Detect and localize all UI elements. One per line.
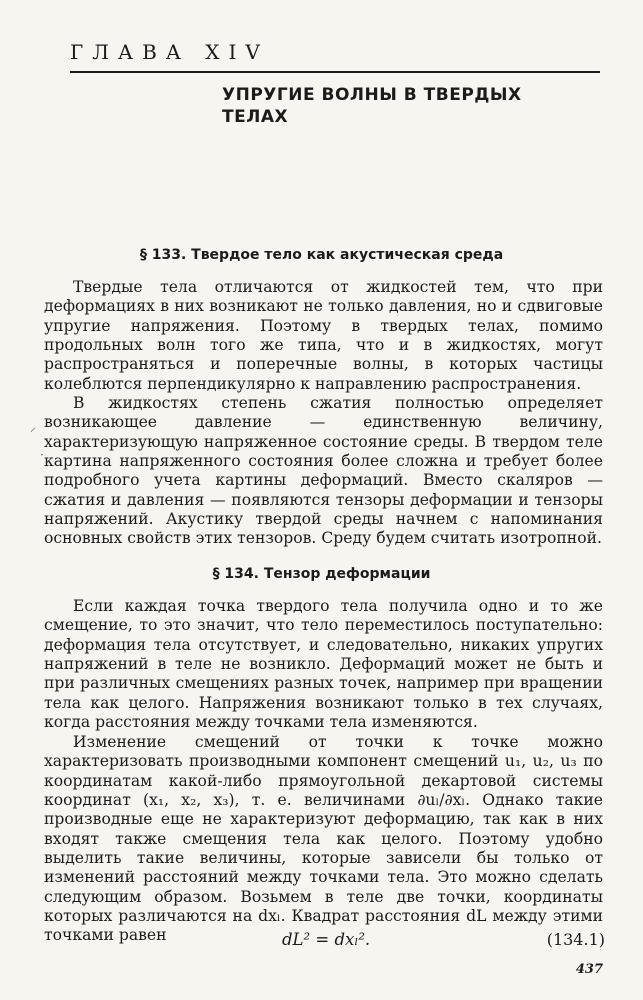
section-133-paragraph: В жидкостях степень сжатия полностью определяет возникающее давление — единственную величину, характеризующую напряженное состояние среды. В твердом теле картина напряженного состояния более сложна и требует более подробного учета картины деформаций. Вместо скаляров — сжатия и давления — появляются тензоры деформации и тензоры напряжений. Акустику твердой среды начнем с напоминания основных свойств этих тензоров. Среду будем считать изотропной.: [44, 394, 603, 548]
section-133-heading: § 133. Твердое тело как акустическая среда: [139, 247, 504, 263]
section-134-paragraph: Если каждая точка твердого тела получила одно и то же смещение, то это значит, что тело переместилось поступательно: деформация тела отсутствует, и следовательно, никаких упругих напряжений в теле не возникло. Деформаций может не быть и при различных смещениях разных точек, например при вращении тела как целого. Напряжения возникают только в тех случаях, когда расстояния между точками тела изменяются.: [44, 597, 603, 732]
chapter-label: ГЛАВА XIV: [70, 40, 269, 64]
equation-number: (134.1): [546, 930, 605, 949]
section-134-paragraph: Изменение смещений от точки к точке можно характеризовать производными компонент смещений u₁, u₂, u₃ по координатам какой-либо прямоугольной декартовой системы координат (x₁, x₂, x₃), т. е. величинами ∂uₗ/∂xₗ. Однако такие производные еще не характеризуют деформацию, так как в них входят также смещения тела как целого. Поэтому удобно выделить такие величины, которые зависели бы только от изменений расстояний между точками тела. Это можно сделать следующим образом. Возьмем в теле две точки, координаты которых различаются на dxₗ. Квадрат расстояния dL между этими точками равен: [44, 733, 603, 945]
margin-mark: ·: [40, 448, 44, 462]
equation-134-1: dL² = dxₗ².: [282, 930, 371, 949]
section-134-heading: § 134. Тензор деформации: [212, 566, 431, 582]
margin-mark: ⸝: [30, 420, 37, 434]
section-133-paragraph: Твердые тела отличаются от жидкостей тем, что при деформациях в них возникают не только давления, но и сдвиговые упругие напряжения. Поэтому в твердых телах, помимо продольных волн того же типа, что и в жидкостях, могут распространяться и поперечные волны, в которых частицы колеблются перпендикулярно к направлению распространения.: [44, 278, 603, 393]
chapter-title: УПРУГИЕ ВОЛНЫ В ТВЕРДЫХ ТЕЛАХ: [222, 85, 522, 127]
chapter-rule: [70, 71, 600, 73]
page-number: 437: [575, 962, 603, 977]
